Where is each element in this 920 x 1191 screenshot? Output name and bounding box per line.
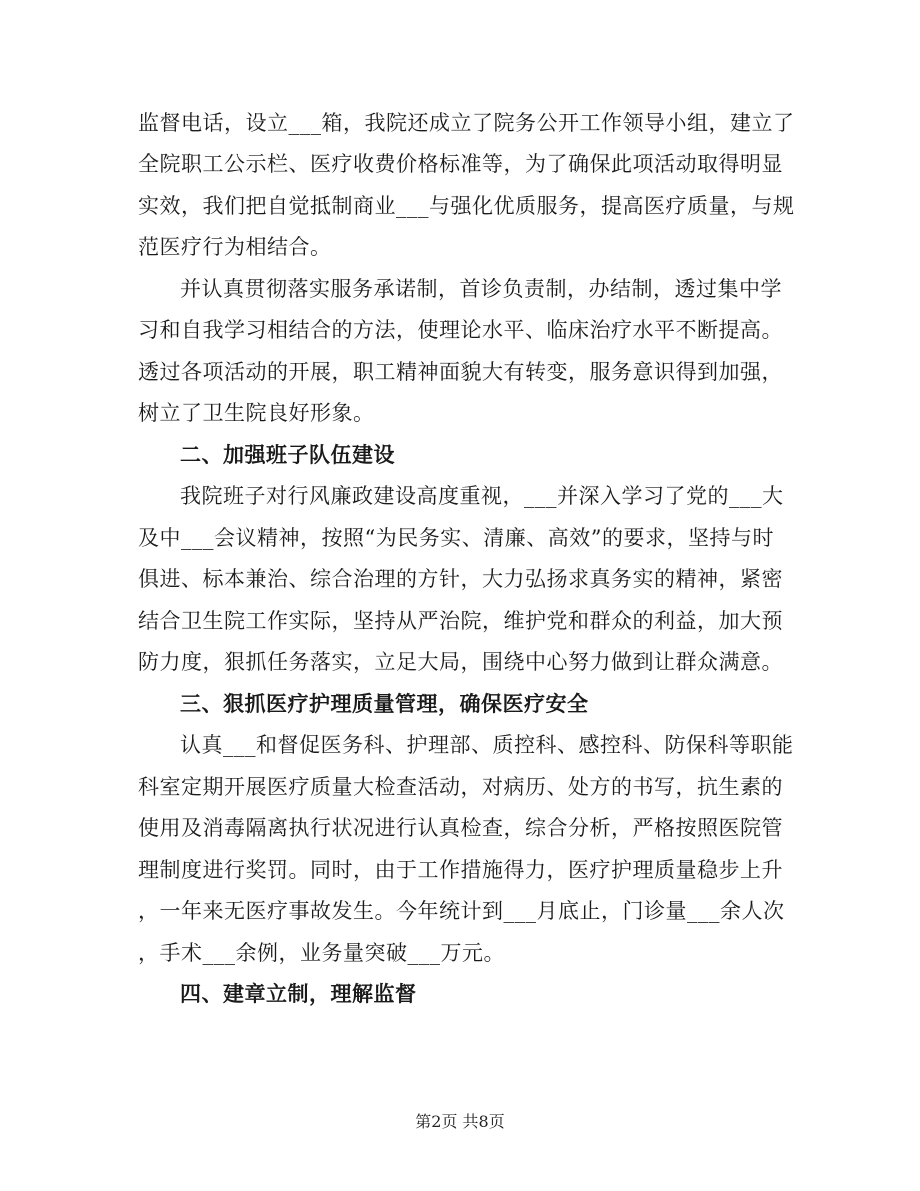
- paragraph-line: 透过各项活动的开展，职工精神面貌大有转变，服务意识得到加强，: [138, 360, 783, 384]
- paragraph-line: ，一年来无医疗事故发生。今年统计到___月底止，门诊量___余人次: [138, 899, 785, 923]
- paragraph-line: 理制度进行奖罚。同时，由于工作措施得力，医疗护理质量稳步上升: [138, 858, 783, 882]
- paragraph-line: 监督电话，设立___箱，我院还成立了院务公开工作领导小组，建立了: [138, 111, 795, 135]
- paragraph-line: 实效，我们把自觉抵制商业___与强化优质服务，提高医疗质量，与规: [138, 194, 795, 218]
- paragraph-line: 我院班子对行风廉政建设高度重视，___并深入学习了党的___大: [180, 484, 784, 508]
- paragraph-line: 结合卫生院工作实际，坚持从严治院，维护党和群众的利益，加大预: [138, 609, 783, 633]
- paragraph-line: 使用及消毒隔离执行状况进行认真检查，综合分析，严格按照医院管: [138, 816, 783, 840]
- page-number-footer: 第2页 共8页: [415, 1112, 505, 1131]
- paragraph-line: 并认真贯彻落实服务承诺制，首诊负责制，办结制，透过集中学: [180, 277, 782, 301]
- paragraph-line: 科室定期开展医疗质量大检查活动，对病历、处方的书写，抗生素的: [138, 775, 783, 799]
- paragraph-line: 范医疗行为相结合。: [138, 235, 332, 259]
- paragraph-line: 树立了卫生院良好形象。: [138, 401, 375, 425]
- paragraph-line: 防力度，狠抓任务落实，立足大局，围绕中心努力做到让群众满意。: [138, 650, 783, 674]
- paragraph-line: 及中___会议精神，按照“为民务实、清廉、高效”的要求，坚持与时: [138, 526, 774, 550]
- section-heading: 二、加强班子队伍建设: [180, 442, 395, 467]
- paragraph-line: 俱进、标本兼治、综合治理的方针，大力弘扬求真务实的精神，紧密: [138, 567, 783, 591]
- section-heading: 三、狠抓医疗护理质量管理，确保医疗安全: [180, 691, 589, 716]
- paragraph-line: ，手术___余例，业务量突破___万元。: [138, 941, 505, 965]
- paragraph-line: 全院职工公示栏、医疗收费价格标准等，为了确保此项活动取得明显: [138, 152, 783, 176]
- paragraph-line: 认真___和督促医务科、护理部、质控科、感控科、防保科等职能: [180, 733, 794, 757]
- paragraph-line: 习和自我学习相结合的方法，使理论水平、临床治疗水平不断提高。: [138, 318, 783, 342]
- section-heading: 四、建章立制，理解监督: [180, 981, 417, 1006]
